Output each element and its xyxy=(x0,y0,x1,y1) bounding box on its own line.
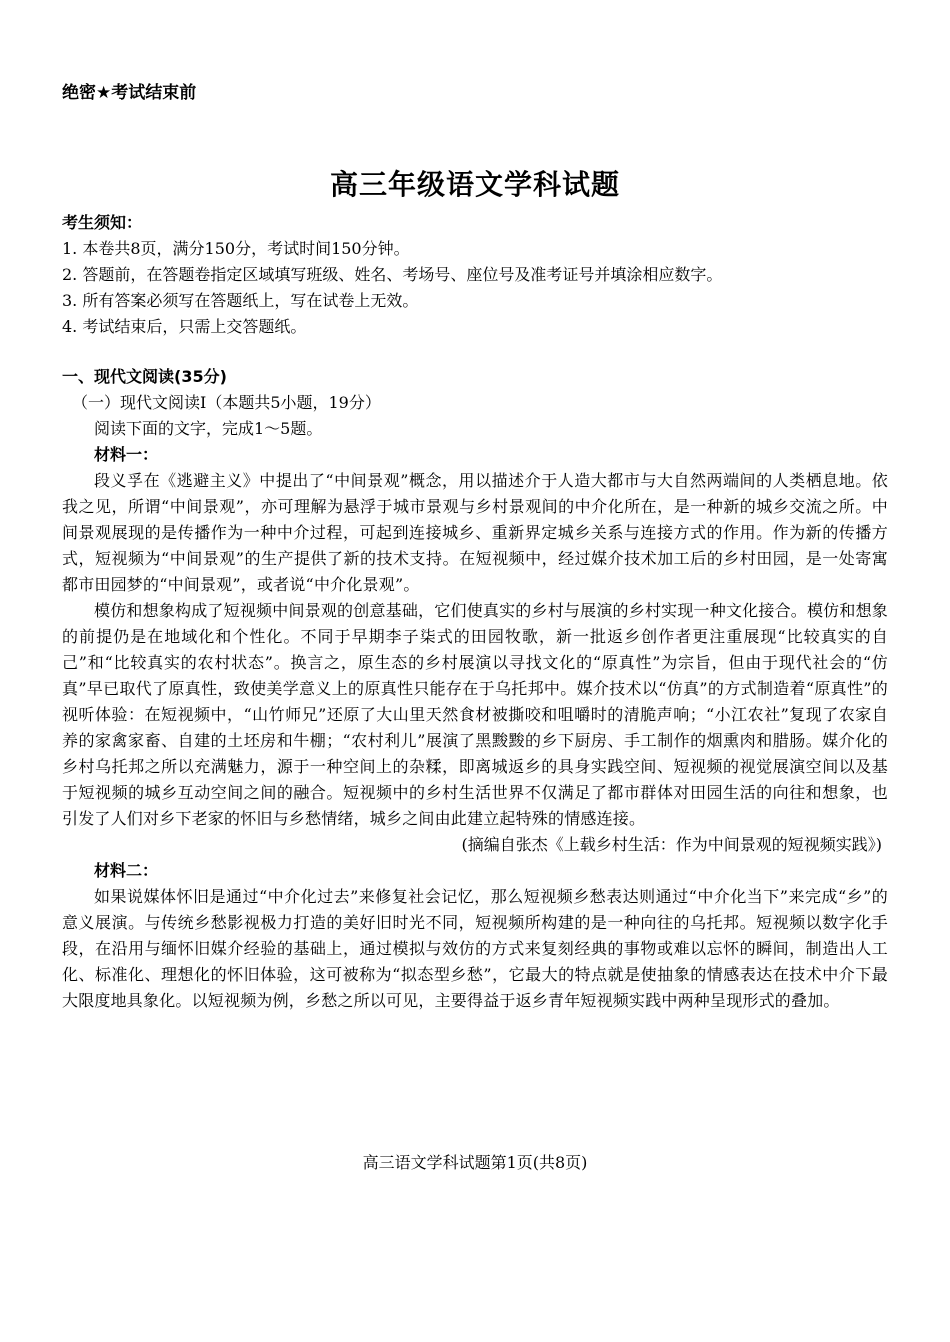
reading-instruction: 阅读下面的文字，完成1～5题。 xyxy=(94,419,323,438)
material-paragraph: 如果说媒体怀旧是通过“中介化过去”来修复社会记忆，那么短视频乡愁表达则通过“中介化当下”来完成“乡”的意义展演。与传统乡愁影视极力打造的美好旧时光不同，短视频所构建的是一种向往的乌托邦。短视频以数字化手段，在沿用与缅怀旧媒介经验的基础上，通过模拟与效仿的方式来复刻经典的事物或难以忘怀的瞬间，制造出人工化、标准化、理想化的怀旧体验，这可被称为“拟态型乡愁”，它最大的特点就是使抽象的情感表达在技术中介下最大限度地具象化。以短视频为例，乡愁之所以可见，主要得益于返乡青年短视频实践中两种呈现形式的叠加。 xyxy=(62,887,888,1010)
material-two-label: 材料二： xyxy=(94,861,159,880)
page-footer: 高三语文学科试题第1页(共8页) xyxy=(362,1153,588,1172)
material-paragraph: 模仿和想象构成了短视频中间景观的创意基础，它们使真实的乡村与展演的乡村实现一种文化接合。模仿和想象的前提仍是在地域化和个性化。不同于早期李子柒式的田园牧歌，新一批返乡创作者更注重展现“比较真实的自己”和“比较真实的农村状态”。换言之，原生态的乡村展演以寻找文化的“原真性”为宗旨，但由于现代社会的“仿真”早已取代了原真性，致使美学意义上的原真性只能存在于乌托邦中。媒介技术以“仿真”的方式制造着“原真性”的视听体验：在短视频中，“山竹师兄”还原了大山里天然食材被撕咬和咀嚼时的清脆声响；“小江农社”复现了农家自养的家禽家畜、自建的土坯房和牛棚；“农村利儿”展演了黑黢黢的乡下厨房、手工制作的烟熏肉和腊肠。媒介化的乡村乌托邦之所以充满魅力，源于一种空间上的杂糅，即离城返乡的具身实践空间、短视频的视觉展演空间以及基于短视频的城乡互动空间之间的融合。短视频中的乡村生活世界不仅满足了都市群体对田园生活的向往和想象，也引发了人们对乡下老家的怀旧与乡愁情绪，城乡之间由此建立起特殊的情感连接。 xyxy=(62,601,888,828)
subsection-heading: （一）现代文阅读Ⅰ（本题共5小题，19分） xyxy=(72,393,381,412)
confidential-label: 绝密★考试结束前 xyxy=(62,83,197,103)
material-paragraph: 段义孚在《逃避主义》中提出了“中间景观”概念，用以描述介于人造大都市与大自然两端间的人类栖息地。依我之见，所谓“中间景观”，亦可理解为悬浮于城市景观与乡村景观间的中介化所在，是一种新的城乡交流之所。中间景观展现的是传播作为一种中介过程，可起到连接城乡、重新界定城乡关系与连接方式的作用。作为新的传播方式，短视频为“中间景观”的生产提供了新的技术支持。在短视频中，经过媒介技术加工后的乡村田园，是一处寄寓都市田园梦的“中间景观”，或者说“中介化景观”。 xyxy=(62,471,888,594)
notice-item: 2. 答题前，在答题卷指定区域填写班级、姓名、考场号、座位号及准考证号并填涂相应数字。 xyxy=(62,265,723,284)
document-body xyxy=(62,210,888,1014)
page-title: 高三年级语文学科试题 xyxy=(329,168,620,201)
notice-item: 4. 考试结束后，只需上交答题纸。 xyxy=(62,317,307,336)
notice-item: 3. 所有答案必须写在答题纸上，写在试卷上无效。 xyxy=(62,291,419,310)
material-one-label: 材料一： xyxy=(94,445,159,464)
section-heading: 一、现代文阅读(35分) xyxy=(62,367,227,386)
notice-item: 1. 本卷共8页，满分150分，考试时间150分钟。 xyxy=(62,239,410,258)
material-source: (摘编自张杰《上载乡村生活：作为中间景观的短视频实践》) xyxy=(461,835,882,854)
notice-heading: 考生须知： xyxy=(62,213,143,232)
